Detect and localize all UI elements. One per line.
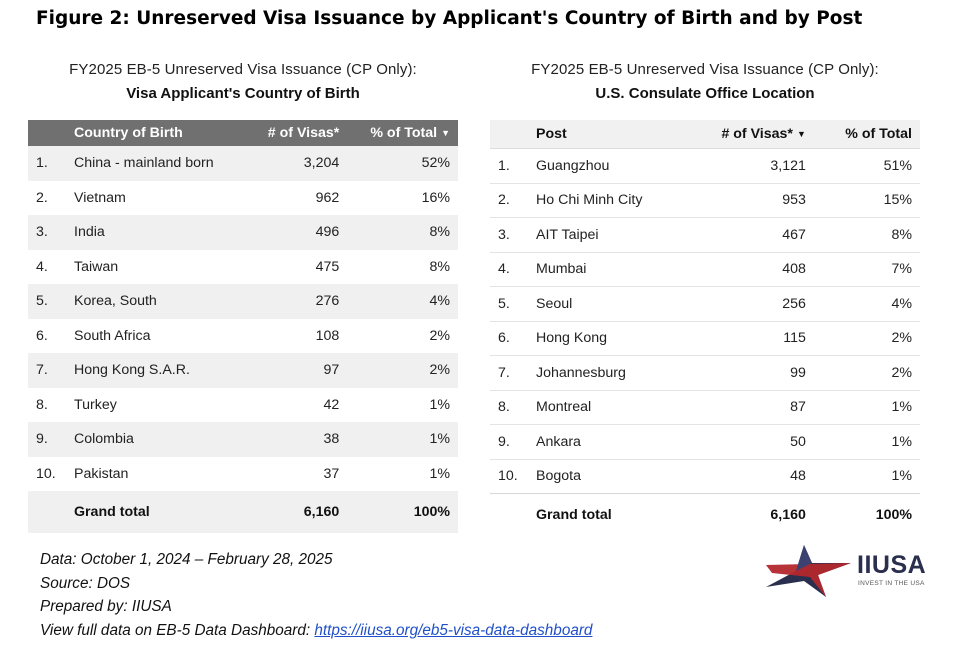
table-row bbox=[490, 183, 920, 218]
name-cell: Mumbai bbox=[536, 261, 587, 278]
country-subtitle-line2: Visa Applicant's Country of Birth bbox=[126, 85, 360, 102]
pct-cell: 1% bbox=[891, 468, 912, 485]
table-row bbox=[28, 388, 458, 423]
grand-total-label: Grand total bbox=[74, 504, 150, 520]
country-of-birth-panel bbox=[28, 58, 458, 533]
pct-cell: 1% bbox=[429, 431, 450, 448]
visas-cell: 256 bbox=[782, 295, 806, 312]
rank-cell: 8. bbox=[498, 399, 510, 416]
post-subtitle-line1: FY2025 EB-5 Unreserved Visa Issuance (CP Only): bbox=[531, 61, 879, 78]
name-cell: Seoul bbox=[536, 295, 573, 312]
rank-cell: 1. bbox=[498, 157, 510, 174]
visas-cell: 37 bbox=[323, 465, 340, 482]
logo-wordmark: IIUSA bbox=[857, 551, 927, 579]
visas-cell: 50 bbox=[790, 433, 806, 450]
table-row bbox=[28, 422, 458, 457]
pct-cell: 51% bbox=[883, 157, 912, 174]
rank-cell: 9. bbox=[498, 433, 510, 450]
table-row bbox=[490, 149, 920, 184]
visas-cell: 3,121 bbox=[770, 157, 806, 174]
visas-cell: 953 bbox=[782, 192, 806, 209]
post-table-subtitle bbox=[490, 58, 920, 106]
dashboard-note bbox=[40, 619, 592, 643]
dashboard-link[interactable]: https://iiusa.org/eb5-visa-data-dashboard bbox=[314, 621, 593, 639]
post-table-header bbox=[490, 120, 920, 149]
name-cell: India bbox=[74, 224, 105, 241]
name-cell: Hong Kong bbox=[536, 330, 607, 347]
table-row bbox=[28, 181, 458, 216]
name-cell: Colombia bbox=[74, 431, 134, 448]
country-of-birth-header[interactable]: Country of Birth bbox=[66, 120, 246, 146]
grand-total-label: Grand total bbox=[528, 494, 685, 537]
rank-cell: 3. bbox=[36, 224, 48, 241]
pct-cell: 1% bbox=[891, 433, 912, 450]
table-row bbox=[490, 459, 920, 494]
table-row bbox=[28, 319, 458, 354]
visas-header[interactable] bbox=[685, 120, 814, 149]
source-note: Source: DOS bbox=[40, 574, 131, 592]
table-row bbox=[28, 215, 458, 250]
table-row bbox=[490, 425, 920, 460]
name-cell: Vietnam bbox=[74, 189, 126, 206]
visas-cell: 496 bbox=[315, 224, 340, 241]
post-header[interactable]: Post bbox=[528, 120, 685, 149]
pct-cell: 2% bbox=[891, 330, 912, 347]
table-row bbox=[490, 390, 920, 425]
name-cell: China - mainland born bbox=[74, 155, 214, 172]
pct-cell: 52% bbox=[421, 155, 450, 172]
table-row bbox=[28, 284, 458, 319]
visas-cell: 408 bbox=[782, 261, 806, 278]
table-row bbox=[490, 287, 920, 322]
table-row bbox=[490, 356, 920, 391]
country-subtitle-line1: FY2025 EB-5 Unreserved Visa Issuance (CP Only): bbox=[69, 61, 417, 78]
pct-cell: 1% bbox=[891, 399, 912, 416]
visas-cell: 38 bbox=[323, 431, 340, 448]
pct-total-label: % of Total bbox=[370, 125, 438, 141]
visas-cell: 97 bbox=[323, 362, 340, 379]
rank-cell: 5. bbox=[36, 293, 48, 310]
country-of-birth-table bbox=[28, 120, 458, 533]
grand-total-row bbox=[28, 491, 458, 533]
sort-desc-icon[interactable]: ▼ bbox=[441, 128, 450, 138]
grand-total-row bbox=[490, 494, 920, 537]
rank-cell: 7. bbox=[498, 364, 510, 381]
visas-cell: 3,204 bbox=[303, 155, 340, 172]
data-range-note: Data: October 1, 2024 – February 28, 2025 bbox=[40, 551, 333, 568]
rank-cell: 3. bbox=[498, 226, 510, 243]
pct-total-header[interactable]: % of Total bbox=[814, 120, 920, 149]
table-row bbox=[28, 457, 458, 492]
grand-total-visas: 6,160 bbox=[303, 504, 340, 520]
rank-cell: 5. bbox=[498, 295, 510, 312]
rank-cell: 4. bbox=[36, 258, 48, 275]
pct-cell: 1% bbox=[429, 465, 450, 482]
pct-cell: 2% bbox=[429, 327, 450, 344]
sort-desc-icon[interactable]: ▼ bbox=[796, 129, 806, 139]
rank-cell: 10. bbox=[498, 468, 518, 485]
rank-cell: 4. bbox=[498, 261, 510, 278]
pct-cell: 1% bbox=[429, 396, 450, 413]
table-row bbox=[28, 146, 458, 181]
visas-label: # of Visas* bbox=[721, 126, 793, 142]
rank-cell: 10. bbox=[36, 465, 56, 482]
name-cell: Pakistan bbox=[74, 465, 129, 482]
pct-cell: 8% bbox=[429, 224, 450, 241]
name-cell: Hong Kong S.A.R. bbox=[74, 362, 190, 379]
rank-cell: 9. bbox=[36, 431, 48, 448]
rank-cell: 8. bbox=[36, 396, 48, 413]
name-cell: Taiwan bbox=[74, 258, 119, 275]
prepared-by-note: Prepared by: IIUSA bbox=[40, 598, 172, 615]
rank-cell: 2. bbox=[36, 189, 48, 206]
pct-cell: 15% bbox=[883, 192, 912, 209]
pct-cell: 7% bbox=[891, 261, 912, 278]
visas-cell: 42 bbox=[323, 396, 340, 413]
post-subtitle-line2: U.S. Consulate Office Location bbox=[595, 85, 815, 102]
rank-cell: 6. bbox=[498, 330, 510, 347]
dashboard-note-prefix: View full data on EB-5 Data Dashboard: bbox=[40, 621, 315, 639]
visas-cell: 475 bbox=[315, 258, 340, 275]
table-row bbox=[28, 353, 458, 388]
visas-header[interactable]: # of Visas* bbox=[246, 120, 347, 146]
pct-cell: 4% bbox=[891, 295, 912, 312]
total-rank-cell bbox=[490, 494, 528, 537]
footnotes bbox=[40, 548, 592, 642]
pct-cell: 8% bbox=[891, 226, 912, 243]
country-table-subtitle bbox=[28, 58, 458, 106]
rank-cell: 2. bbox=[498, 192, 510, 209]
name-cell: Korea, South bbox=[74, 293, 157, 310]
name-cell: Guangzhou bbox=[536, 157, 610, 174]
table-row bbox=[490, 252, 920, 287]
visas-cell: 115 bbox=[783, 330, 806, 347]
post-panel bbox=[490, 58, 920, 536]
table-row bbox=[490, 218, 920, 253]
figure-title: Figure 2: Unreserved Visa Issuance by Applicant's Country of Birth and by Post bbox=[36, 8, 863, 29]
pct-cell: 8% bbox=[429, 258, 450, 275]
post-table bbox=[490, 120, 920, 536]
pct-cell: 16% bbox=[421, 189, 450, 206]
country-table-header bbox=[28, 120, 458, 146]
name-cell: AIT Taipei bbox=[536, 226, 599, 243]
visas-cell: 108 bbox=[315, 327, 340, 344]
name-cell: Bogota bbox=[536, 468, 581, 485]
name-cell: Johannesburg bbox=[536, 364, 626, 381]
visas-cell: 48 bbox=[790, 468, 806, 485]
rank-cell: 1. bbox=[36, 155, 48, 172]
pct-cell: 4% bbox=[429, 293, 450, 310]
grand-total-pct: 100% bbox=[413, 504, 450, 520]
pct-total-header[interactable] bbox=[347, 120, 458, 146]
total-rank-cell bbox=[28, 491, 66, 533]
logo-tagline: INVEST IN THE USA bbox=[858, 580, 925, 587]
rank-cell: 7. bbox=[36, 362, 48, 379]
table-row bbox=[490, 321, 920, 356]
name-cell: Ho Chi Minh City bbox=[536, 192, 643, 209]
rank-header bbox=[490, 120, 528, 149]
table-row bbox=[28, 250, 458, 285]
pct-cell: 2% bbox=[891, 364, 912, 381]
name-cell: Montreal bbox=[536, 399, 592, 416]
visas-cell: 99 bbox=[790, 364, 806, 381]
name-cell: Turkey bbox=[74, 396, 117, 413]
pct-cell: 2% bbox=[429, 362, 450, 379]
rank-cell: 6. bbox=[36, 327, 48, 344]
visas-cell: 467 bbox=[782, 226, 806, 243]
visas-cell: 276 bbox=[315, 293, 340, 310]
name-cell: South Africa bbox=[74, 327, 151, 344]
rank-header bbox=[28, 120, 66, 146]
grand-total-pct: 100% bbox=[814, 494, 920, 537]
name-cell: Ankara bbox=[536, 433, 581, 450]
grand-total-visas: 6,160 bbox=[685, 494, 814, 537]
visas-cell: 87 bbox=[790, 399, 806, 416]
visas-cell: 962 bbox=[315, 189, 340, 206]
